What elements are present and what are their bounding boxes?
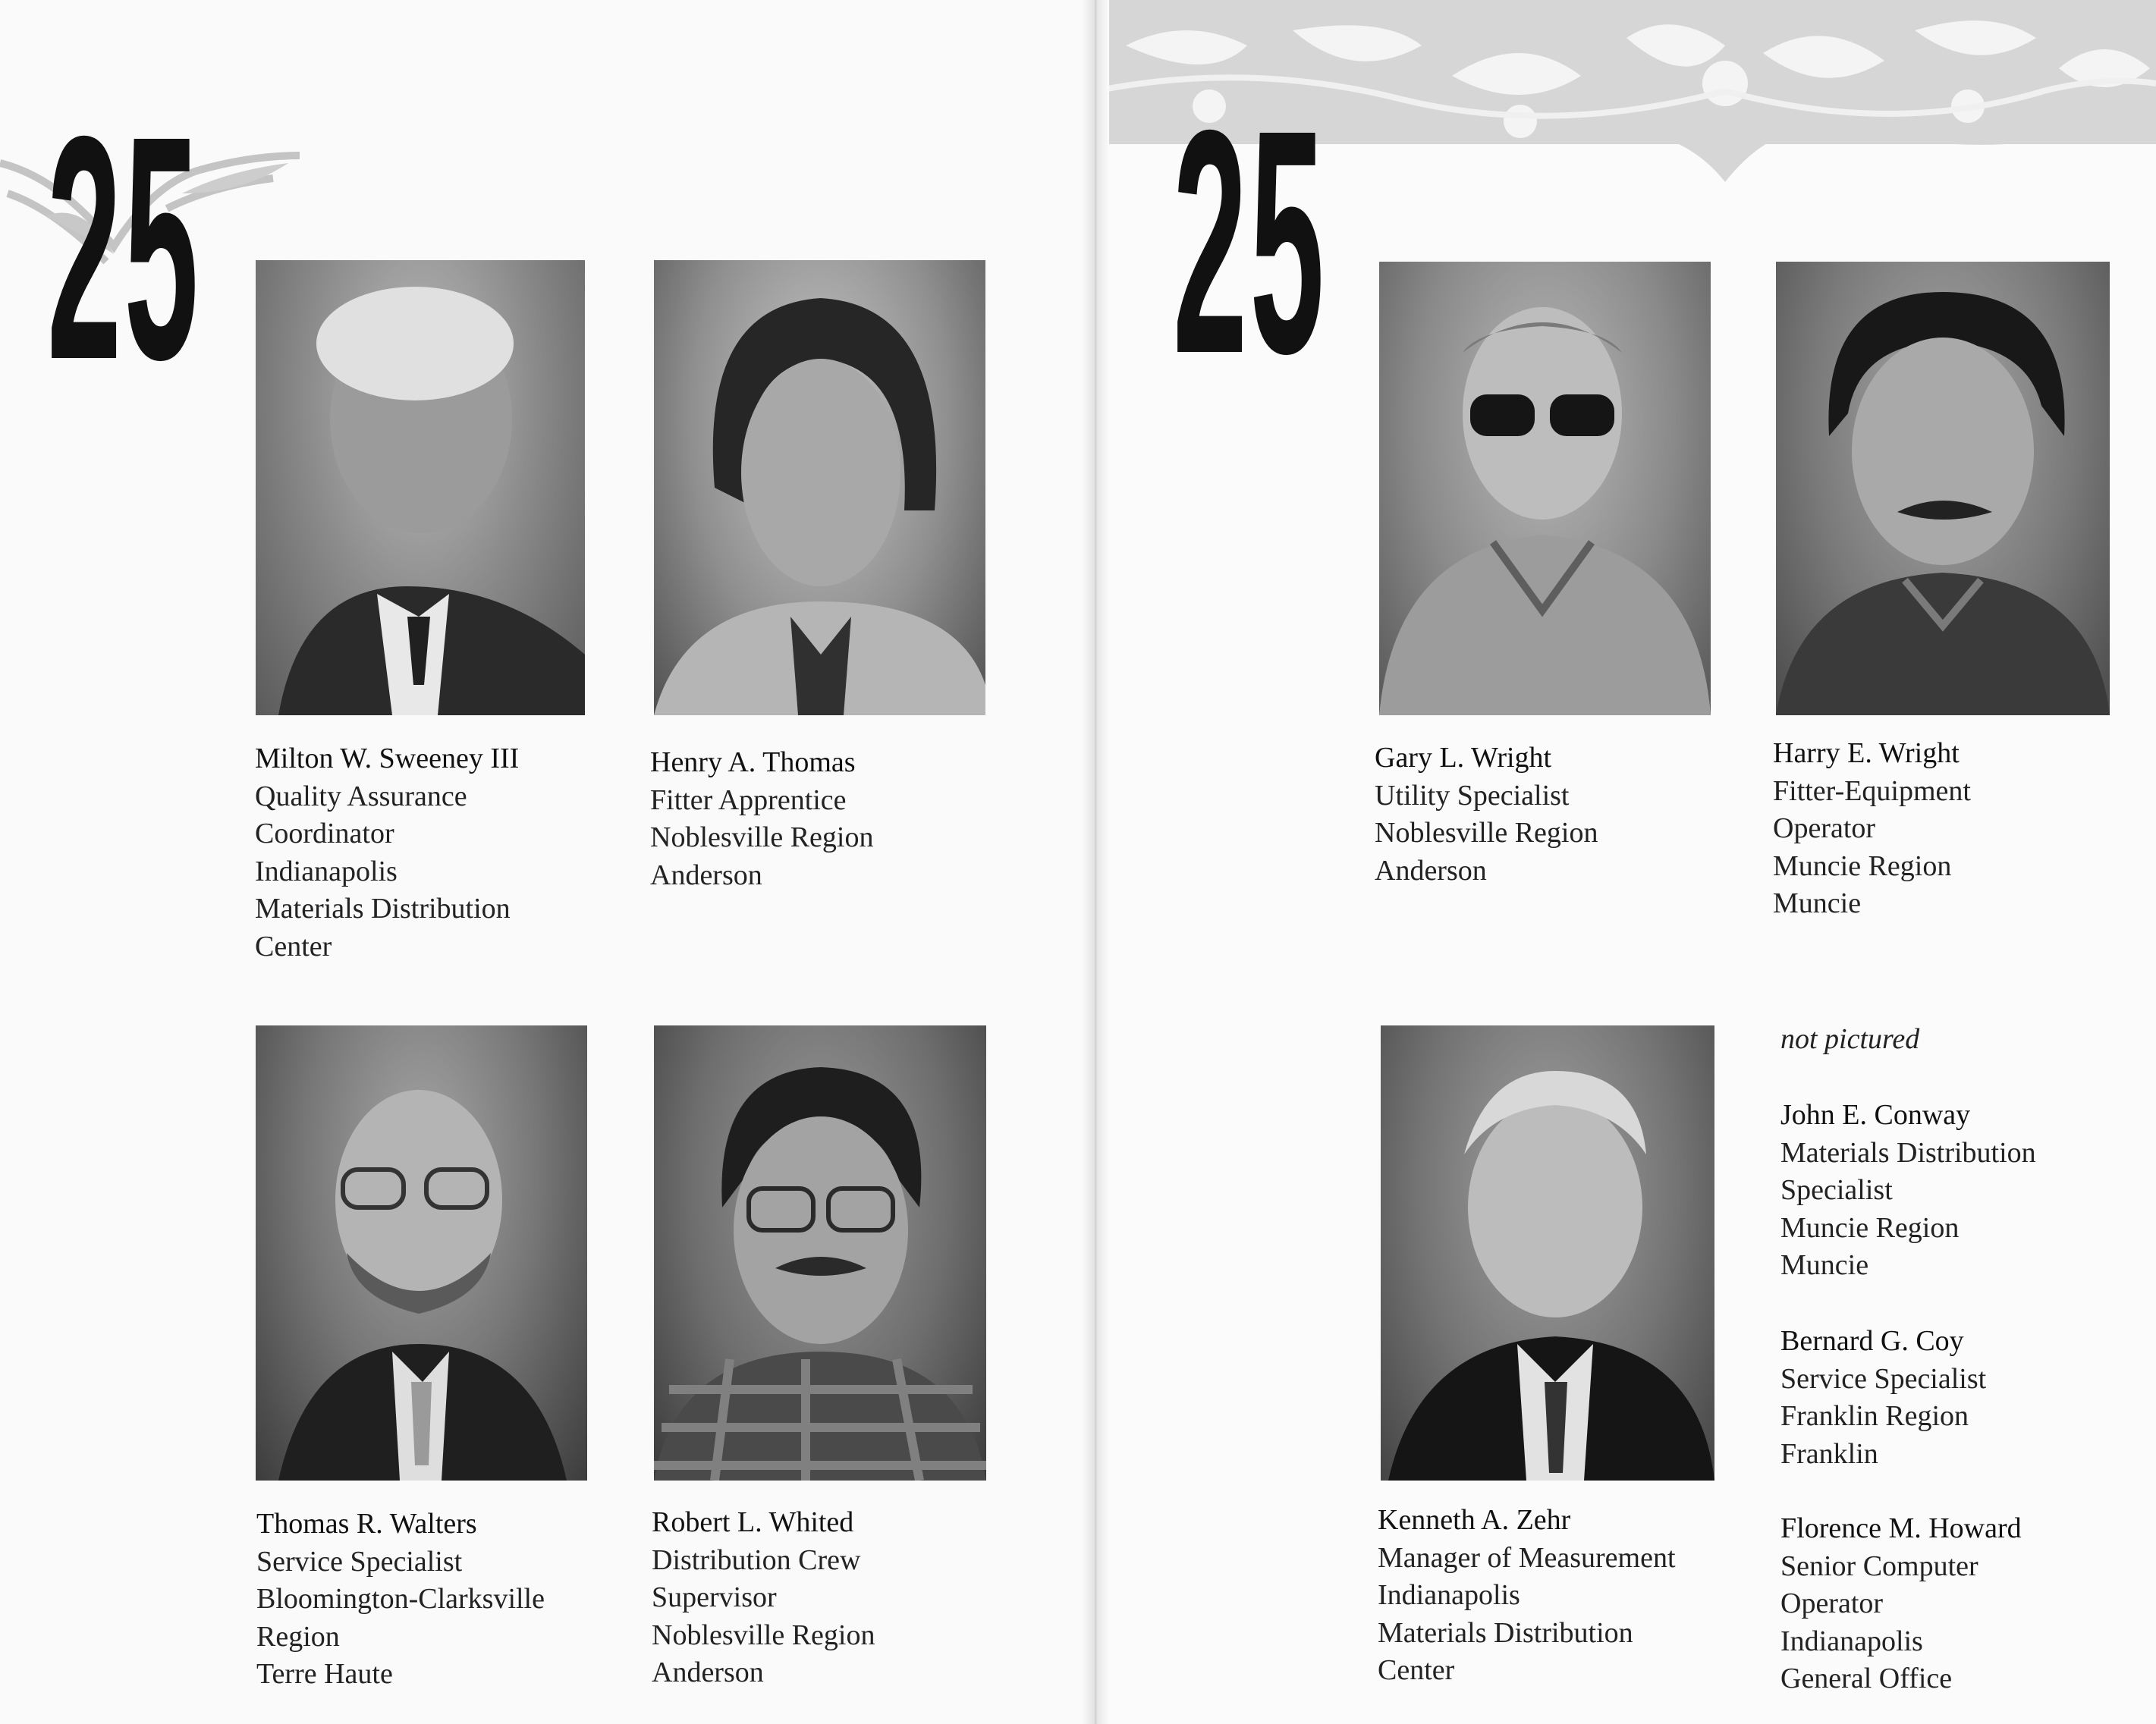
portrait-photo bbox=[256, 260, 585, 715]
person-detail: Muncie bbox=[1773, 887, 1862, 919]
person-detail: Service Specialist bbox=[1780, 1362, 1987, 1395]
person-caption bbox=[255, 740, 519, 966]
person-detail: Muncie Region bbox=[1780, 1211, 1960, 1244]
person-name: Kenneth A. Zehr bbox=[1378, 1504, 1571, 1536]
person-detail: Anderson bbox=[652, 1656, 764, 1688]
person-detail: Bloomington-Clarksville bbox=[256, 1583, 545, 1615]
person-detail: Operator bbox=[1773, 812, 1876, 844]
book-gutter bbox=[1082, 0, 1109, 1724]
portrait-photo bbox=[1381, 1025, 1714, 1481]
person-caption bbox=[1378, 1502, 1676, 1690]
person-detail: Specialist bbox=[1780, 1174, 1893, 1206]
person-name: Thomas R. Walters bbox=[256, 1508, 477, 1540]
person-detail: Distribution Crew bbox=[652, 1543, 861, 1576]
person-detail: Indianapolis bbox=[1780, 1625, 1923, 1657]
portrait-photo bbox=[654, 260, 985, 715]
not-pictured-heading: not pictured bbox=[1780, 1023, 1920, 1055]
person-name: Milton W. Sweeney III bbox=[255, 743, 520, 774]
person-detail: Anderson bbox=[1375, 854, 1487, 887]
person-detail: Center bbox=[1378, 1654, 1455, 1686]
anniversary-number: 25 bbox=[47, 71, 201, 426]
person-detail: Quality Assurance bbox=[255, 780, 467, 812]
person-detail: Anderson bbox=[650, 859, 762, 891]
person-detail: Materials Distribution bbox=[1780, 1136, 2036, 1169]
person-detail: Franklin Region bbox=[1780, 1400, 1969, 1432]
person-detail: Franklin bbox=[1780, 1437, 1878, 1470]
person-detail: Supervisor bbox=[652, 1581, 777, 1613]
person-detail: Operator bbox=[1780, 1587, 1884, 1619]
person-caption bbox=[1780, 1097, 2036, 1285]
person-detail: Materials Distribution bbox=[255, 893, 511, 925]
person-detail: Muncie Region bbox=[1773, 849, 1952, 882]
person-caption bbox=[1773, 735, 1971, 923]
person-caption bbox=[256, 1506, 545, 1694]
person-name: Bernard G. Coy bbox=[1780, 1325, 1964, 1357]
person-name: Gary L. Wright bbox=[1375, 742, 1552, 774]
person-detail: Fitter-Equipment bbox=[1773, 774, 1971, 807]
person-detail: Muncie bbox=[1780, 1249, 1869, 1281]
portrait-photo bbox=[1776, 262, 2110, 715]
person-detail: Center bbox=[255, 930, 332, 962]
person-detail: Service Specialist bbox=[256, 1545, 463, 1578]
portrait-photo bbox=[256, 1025, 587, 1481]
person-name: Harry E. Wright bbox=[1773, 737, 1960, 769]
person-name: John E. Conway bbox=[1780, 1099, 1971, 1131]
anniversary-number: 25 bbox=[1173, 64, 1327, 420]
person-detail: Coordinator bbox=[255, 818, 394, 849]
person-detail: Region bbox=[256, 1620, 340, 1653]
portrait-photo bbox=[654, 1025, 986, 1481]
person-detail: Indianapolis bbox=[255, 855, 398, 887]
person-detail: Materials Distribution bbox=[1378, 1616, 1633, 1649]
person-detail: Manager of Measurement bbox=[1378, 1541, 1676, 1574]
person-detail: Noblesville Region bbox=[1375, 817, 1598, 849]
person-name: Robert L. Whited bbox=[652, 1506, 854, 1538]
person-name: Henry A. Thomas bbox=[650, 746, 856, 778]
person-detail: Indianapolis bbox=[1378, 1579, 1520, 1611]
person-caption bbox=[1375, 740, 1598, 890]
portrait-photo bbox=[1379, 262, 1711, 715]
person-detail: Fitter Apprentice bbox=[650, 783, 847, 816]
person-name: Florence M. Howard bbox=[1780, 1512, 2022, 1544]
person-caption bbox=[1780, 1510, 2022, 1698]
person-detail: Terre Haute bbox=[256, 1658, 393, 1690]
right-page bbox=[1095, 0, 2156, 1724]
person-detail: Noblesville Region bbox=[650, 821, 874, 853]
person-caption bbox=[650, 744, 873, 894]
person-caption bbox=[1780, 1323, 1986, 1473]
person-detail: Senior Computer bbox=[1780, 1550, 1978, 1582]
person-caption bbox=[652, 1504, 875, 1692]
person-detail: General Office bbox=[1780, 1663, 1953, 1694]
person-detail: Utility Specialist bbox=[1375, 779, 1570, 812]
person-detail: Noblesville Region bbox=[652, 1619, 875, 1651]
